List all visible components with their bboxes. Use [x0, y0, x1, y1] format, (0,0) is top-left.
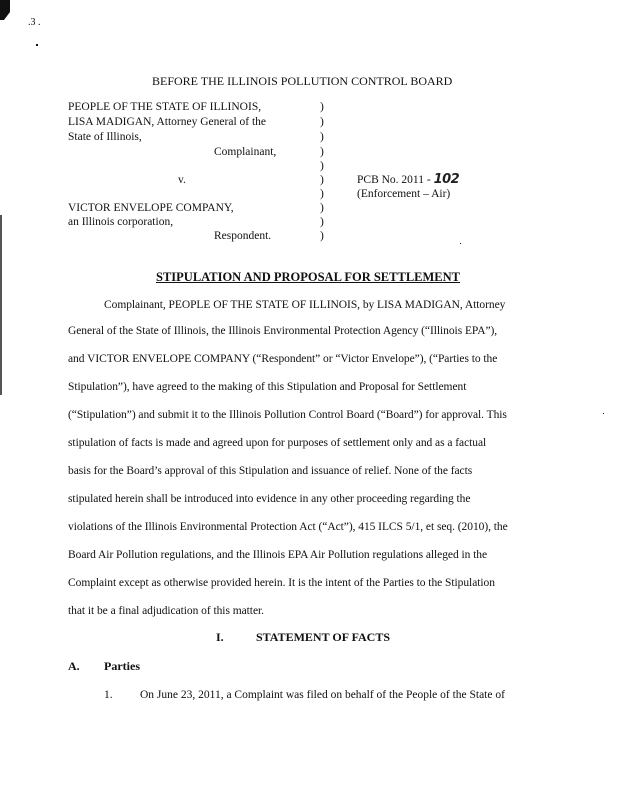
- body-line: General of the State of Illinois, the Illinois Environmental Protection Agency (“Illinois EPA”),: [68, 325, 498, 337]
- scan-dot: [36, 44, 38, 46]
- caption-party-1: PEOPLE OF THE STATE OF ILLINOIS,: [68, 101, 262, 113]
- subsection-letter: A.: [68, 659, 80, 673]
- caption-versus: v.: [178, 174, 186, 186]
- caption-bracket: ): [320, 101, 324, 113]
- body-line: stipulation of facts is made and agreed upon for purposes of settlement only and as a factual: [68, 437, 487, 449]
- caption-bracket: ): [320, 146, 324, 158]
- body-line: Complainant, PEOPLE OF THE STATE OF ILLINOIS, by LISA MADIGAN, Attorney: [104, 299, 506, 311]
- body-line: Board Air Pollution regulations, and the Illinois EPA Air Pollution regulations alleged in the: [68, 549, 488, 561]
- scan-edge-line: [0, 215, 2, 395]
- section-title: STATEMENT OF FACTS: [256, 630, 391, 644]
- caption-bracket: ): [320, 174, 324, 186]
- enforcement-type: (Enforcement – Air): [357, 188, 451, 200]
- caption-bracket: ): [320, 116, 324, 128]
- body-line: Complaint except as otherwise provided herein. It is the intent of the Parties to the Stipulation: [68, 577, 495, 589]
- section-number: I.: [216, 630, 224, 644]
- caption-role-respondent: Respondent.: [214, 230, 272, 242]
- body-line: and VICTOR ENVELOPE COMPANY (“Respondent” or “Victor Envelope”), (“Parties to the: [68, 353, 498, 365]
- caption-respondent-name: VICTOR ENVELOPE COMPANY,: [68, 202, 234, 214]
- pcb-handwritten-number: 102: [433, 172, 460, 187]
- paragraph-number: 1.: [104, 689, 113, 701]
- pcb-number-text: PCB No. 2011 -: [357, 174, 431, 186]
- body-line: stipulated herein shall be introduced into evidence in any other proceeding regarding the: [68, 493, 471, 505]
- body-line: that it be a final adjudication of this matter.: [68, 605, 264, 617]
- caption-party-3: State of Illinois,: [68, 131, 142, 143]
- caption-bracket: ): [320, 188, 324, 200]
- scan-dot-right2: [460, 243, 461, 244]
- scan-marks-text: .3 .: [28, 17, 41, 28]
- body-line: violations of the Illinois Environmental Protection Act (“Act”), 415 ILCS 5/1, et seq. (2010), the: [68, 521, 508, 533]
- pcb-number-label: [357, 173, 459, 187]
- caption-respondent-desc: an Illinois corporation,: [68, 216, 174, 228]
- caption-party-2: LISA MADIGAN, Attorney General of the: [68, 116, 267, 128]
- body-line: (“Stipulation”) and submit it to the Illinois Pollution Control Board (“Board”) for approval. This: [68, 409, 507, 421]
- body-line: basis for the Board’s approval of this Stipulation and issuance of relief. None of the facts: [68, 465, 473, 477]
- document-title: STIPULATION AND PROPOSAL FOR SETTLEMENT: [156, 270, 460, 284]
- caption-bracket: ): [320, 131, 324, 143]
- caption-bracket: ): [320, 202, 324, 214]
- caption-role-complainant: Complainant,: [214, 146, 277, 158]
- caption-bracket: ): [320, 230, 324, 242]
- scan-dot-right: [603, 413, 604, 414]
- caption-bracket: ): [320, 216, 324, 228]
- subsection-title: Parties: [104, 659, 140, 673]
- caption-bracket: ): [320, 160, 324, 172]
- board-title: BEFORE THE ILLINOIS POLLUTION CONTROL BOARD: [152, 74, 453, 88]
- body-line: Stipulation”), have agreed to the making of this Stipulation and Proposal for Settlement: [68, 381, 467, 393]
- paragraph-text: On June 23, 2011, a Complaint was filed on behalf of the People of the State of: [140, 689, 505, 701]
- scan-corner-mark: [0, 0, 10, 20]
